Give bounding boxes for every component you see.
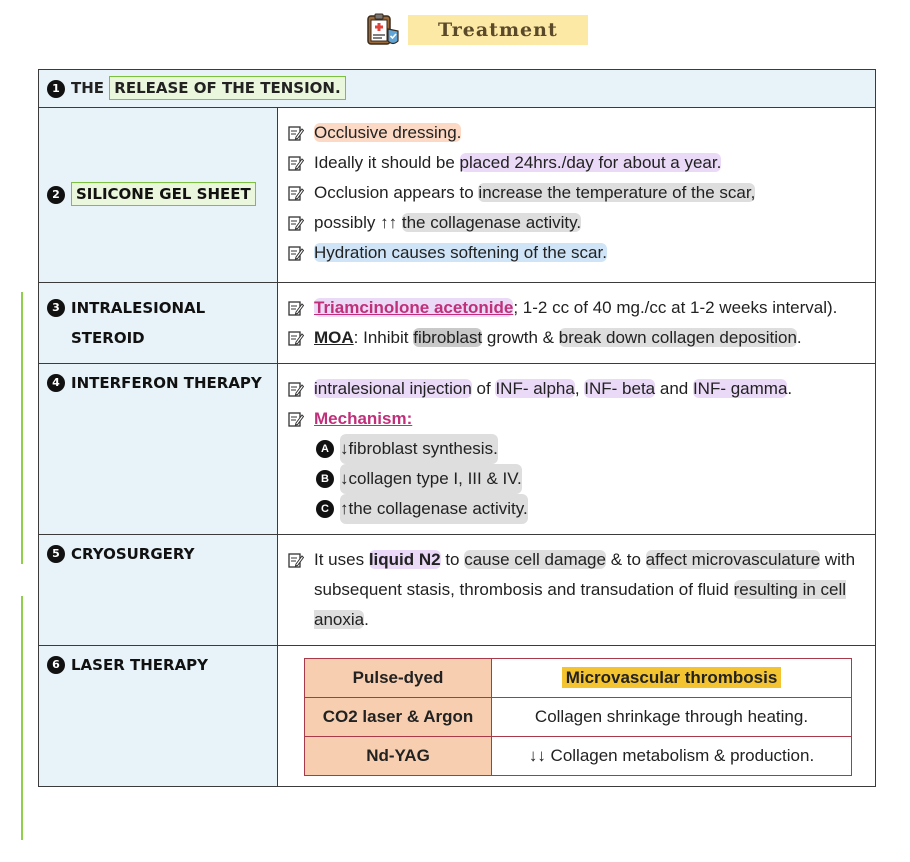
bullet bbox=[286, 208, 867, 238]
bullet bbox=[286, 374, 867, 404]
letter-badge: A bbox=[316, 440, 334, 458]
note-edit-icon bbox=[288, 125, 304, 141]
text-segment: Ideally it should be bbox=[314, 152, 460, 172]
row-4-content bbox=[278, 363, 876, 534]
text-segment: ; 1-2 cc of 40 mg./cc at 1-2 weeks interval). bbox=[513, 297, 838, 317]
text-segment: and bbox=[655, 378, 693, 398]
note-edit-icon bbox=[288, 300, 304, 316]
text-segment: . bbox=[364, 609, 369, 629]
note-edit-icon bbox=[288, 185, 304, 201]
text-occlusive: Occlusive dressing. bbox=[314, 122, 462, 142]
bullet bbox=[286, 293, 867, 323]
text-segment: , bbox=[574, 378, 585, 398]
number-badge-1: 1 bbox=[47, 80, 65, 98]
laser-row bbox=[305, 697, 852, 736]
text-highlight: INF- alpha bbox=[495, 378, 575, 398]
mechanism-label: Mechanism: bbox=[314, 408, 413, 428]
text-segment: . bbox=[787, 378, 793, 398]
row-silicone-gel bbox=[39, 107, 876, 282]
text-segment: possibly ↑↑ bbox=[314, 212, 402, 232]
text-segment: of bbox=[471, 378, 496, 398]
row-6-label-cell bbox=[39, 645, 278, 786]
row-1-header bbox=[39, 70, 876, 108]
text-segment: growth & bbox=[482, 327, 559, 347]
text-highlight: break down collagen deposition bbox=[558, 327, 797, 347]
bullet bbox=[286, 148, 867, 178]
page-header bbox=[364, 12, 588, 48]
text-highlight: intralesional injection bbox=[314, 378, 472, 398]
note-edit-icon bbox=[288, 155, 304, 171]
text-segment: with subsequent stasis, thrombosis and transudation of fluid bbox=[314, 549, 856, 599]
mechanism-text: ↓fibroblast synthesis. bbox=[340, 434, 498, 464]
row-laser-therapy bbox=[39, 645, 876, 786]
text-highlight: Hydration causes softening of the scar. bbox=[314, 242, 607, 262]
text-segment: : Inhibit bbox=[353, 327, 414, 347]
row-2-content bbox=[278, 107, 876, 282]
moa-label: MOA bbox=[314, 327, 354, 347]
mechanism-item bbox=[286, 464, 867, 494]
number-badge-6: 6 bbox=[47, 656, 65, 674]
row-5-label: CRYOSURGERY bbox=[71, 544, 195, 563]
row-6-label: LASER THERAPY bbox=[71, 655, 209, 674]
bullet bbox=[286, 545, 867, 635]
note-edit-icon bbox=[288, 411, 304, 427]
text-highlight: the collagenase activity. bbox=[401, 212, 582, 232]
laser-type: Nd-YAG bbox=[305, 736, 492, 775]
bullet bbox=[286, 238, 867, 268]
text-segment: . bbox=[796, 327, 802, 347]
row-3-label-line2: STEROID bbox=[71, 328, 145, 347]
text-segment: Occlusion appears to bbox=[314, 182, 479, 202]
text-segment: It uses bbox=[314, 549, 369, 569]
row-2-label-cell bbox=[39, 107, 278, 282]
bullet bbox=[286, 323, 867, 353]
number-badge-3: 3 bbox=[47, 299, 65, 317]
note-edit-icon bbox=[288, 552, 304, 568]
laser-row bbox=[305, 736, 852, 775]
text-highlight: increase the temperature of the scar, bbox=[478, 182, 756, 202]
drug-name: Triamcinolone acetonide bbox=[314, 297, 514, 317]
note-edit-icon bbox=[288, 381, 304, 397]
text-segment: to bbox=[440, 549, 465, 569]
number-badge-2: 2 bbox=[47, 186, 65, 204]
row-1-label-boxed: RELEASE OF THE TENSION. bbox=[109, 76, 345, 100]
letter-badge: B bbox=[316, 470, 334, 488]
row-intralesional-steroid bbox=[39, 282, 876, 363]
mechanism-item bbox=[286, 494, 867, 524]
laser-effect: Microvascular thrombosis bbox=[562, 667, 782, 688]
row-2-label-boxed: SILICONE GEL SHEET bbox=[71, 182, 256, 206]
row-4-label: INTERFERON THERAPY bbox=[71, 373, 262, 392]
text-highlight: fibroblast bbox=[413, 327, 483, 347]
text-highlight: cause cell damage bbox=[464, 549, 606, 569]
treatment-table bbox=[38, 69, 876, 787]
row-5-content bbox=[278, 534, 876, 645]
row-6-content bbox=[278, 645, 876, 786]
bullet bbox=[286, 404, 867, 434]
row-3-content bbox=[278, 282, 876, 363]
laser-row bbox=[305, 658, 852, 697]
laser-effect-cell bbox=[492, 658, 852, 697]
row-cryosurgery bbox=[39, 534, 876, 645]
laser-table bbox=[304, 658, 852, 776]
text-highlight: liquid N2 bbox=[368, 549, 441, 569]
number-badge-5: 5 bbox=[47, 545, 65, 563]
text-highlight: resulting in cell anoxia bbox=[314, 579, 847, 629]
note-edit-icon bbox=[288, 330, 304, 346]
mechanism-item bbox=[286, 434, 867, 464]
text-highlight: INF- gamma bbox=[692, 378, 788, 398]
bullet bbox=[286, 178, 867, 208]
row-release-tension bbox=[39, 70, 876, 108]
laser-effect: Collagen shrinkage through heating. bbox=[492, 697, 852, 736]
row-3-label-cell bbox=[39, 282, 278, 363]
text-highlight: affect microvasculature bbox=[645, 549, 821, 569]
laser-effect: ↓↓ Collagen metabolism & production. bbox=[492, 736, 852, 775]
text-highlight: INF- beta bbox=[584, 378, 656, 398]
laser-type: Pulse-dyed bbox=[305, 658, 492, 697]
text-highlight: placed 24hrs./day for about a year. bbox=[459, 152, 722, 172]
row-4-label-cell bbox=[39, 363, 278, 534]
margin-line-lower bbox=[21, 596, 23, 840]
row-interferon bbox=[39, 363, 876, 534]
letter-badge: C bbox=[316, 500, 334, 518]
note-edit-icon bbox=[288, 245, 304, 261]
page-title: Treatment bbox=[408, 15, 588, 45]
mechanism-text: ↑the collagenase activity. bbox=[340, 494, 528, 524]
row-5-label-cell bbox=[39, 534, 278, 645]
text-segment: & to bbox=[605, 549, 646, 569]
row-3-label-line1: INTRALESIONAL bbox=[71, 298, 206, 317]
row-1-label-prefix: THE bbox=[71, 79, 105, 97]
margin-line-upper bbox=[21, 292, 23, 564]
laser-type: CO2 laser & Argon bbox=[305, 697, 492, 736]
mechanism-text: ↓collagen type I, III & IV. bbox=[340, 464, 522, 494]
note-edit-icon bbox=[288, 215, 304, 231]
clipboard-medical-icon bbox=[364, 11, 402, 49]
bullet bbox=[286, 118, 867, 148]
number-badge-4: 4 bbox=[47, 374, 65, 392]
